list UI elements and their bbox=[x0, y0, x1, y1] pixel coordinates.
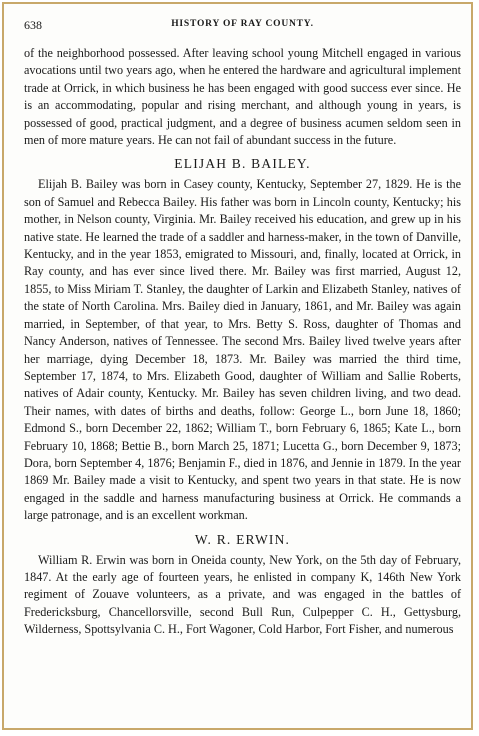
biography-bailey: Elijah B. Bailey was born in Casey county, Kentucky, September 27, 1829. He is the son of Samuel and Rebecca Bailey. His father was born in Lincoln county, Kentucky; his mother, in Nelson county, Virginia. Mr. Bailey received his education, and grew up in his native state. He learned the trade of a saddler and harness-maker, in the town of Danville, Kentucky, and in the year 1853, emigrated to Missouri, and, finally, located at Orrick, in Ray county, and has ever since lived there. Mr. Bailey was first married, August 12, 1855, to Miss Miriam T. Stanley, the daughter of Larkin and Elizabeth Stanley, natives of the state of North Carolina. Mrs. Bailey died in January, 1861, and Mr. Bailey was again married, in September, of that year, to Mrs. Betty S. Ross, daughter of Thomas and Nancy Anderson, natives of Tennessee. The second Mrs. Bailey lived twelve years after her marriage, dying December 18, 1873. Mr. Bailey was married the third time, September 17, 1874, to Mrs. Elizabeth Good, daughter of William and Sallie Roberts, natives of Adair county, Kentucky. Mr. Bailey has seven children living, and two dead. Their names, with dates of births and deaths, follow: George L., born June 18, 1860; Edmond S., born December 22, 1862; William T., born February 6, 1865; Kate L., born February 10, 1868; Bettie B., born March 25, 1871; Lucetta G., born December 9, 1873; Dora, born September 4, 1876; Benjamin F., died in 1876, and Jennie in 1879. In the year 1869 Mr. Bailey made a visit to Kentucky, and spent two years in that state. He is now engaged in the saddle and harness manufacturing business at Orrick. He commands a large patronage, and is an excellent workman. bbox=[24, 177, 461, 523]
book-page bbox=[24, 16, 461, 639]
page-number: 638 bbox=[24, 18, 42, 32]
biography-erwin: William R. Erwin was born in Oneida county, New York, on the 5th day of February, 1847. At the early age of fourteen years, he enlisted in company K, 146th New York regiment of Zouave volunteers, as a private, and was engaged in the battles of Fredericksburg, Chancellorsville, second Bull Run, Culpepper C. H., Gettysburg, Wilderness, Spottsylvania C. H., Fort Wagoner, Cold Harbor, Fort Fisher, and numerous bbox=[24, 552, 461, 637]
section-heading-erwin: W. R. ERWIN. bbox=[194, 531, 291, 547]
page-header bbox=[24, 16, 461, 34]
page-frame bbox=[2, 2, 473, 730]
continued-paragraph: of the neighborhood possessed. After leaving school young Mitchell engaged in various avocations until two years ago, when he entered the hardware and agricultural implement trade at Orrick, in which business he has been engaged with good success ever since. He is an accommodating, popular and rising merchant, and although young in years, is possessed of good, practical judgment, and a degree of business acumen seldom seen in men of more mature years. He can not fail of abundant success in the future. bbox=[24, 46, 461, 148]
running-title: HISTORY OF RAY COUNTY. bbox=[171, 19, 314, 29]
section-heading-bailey: ELIJAH B. BAILEY. bbox=[174, 156, 311, 172]
